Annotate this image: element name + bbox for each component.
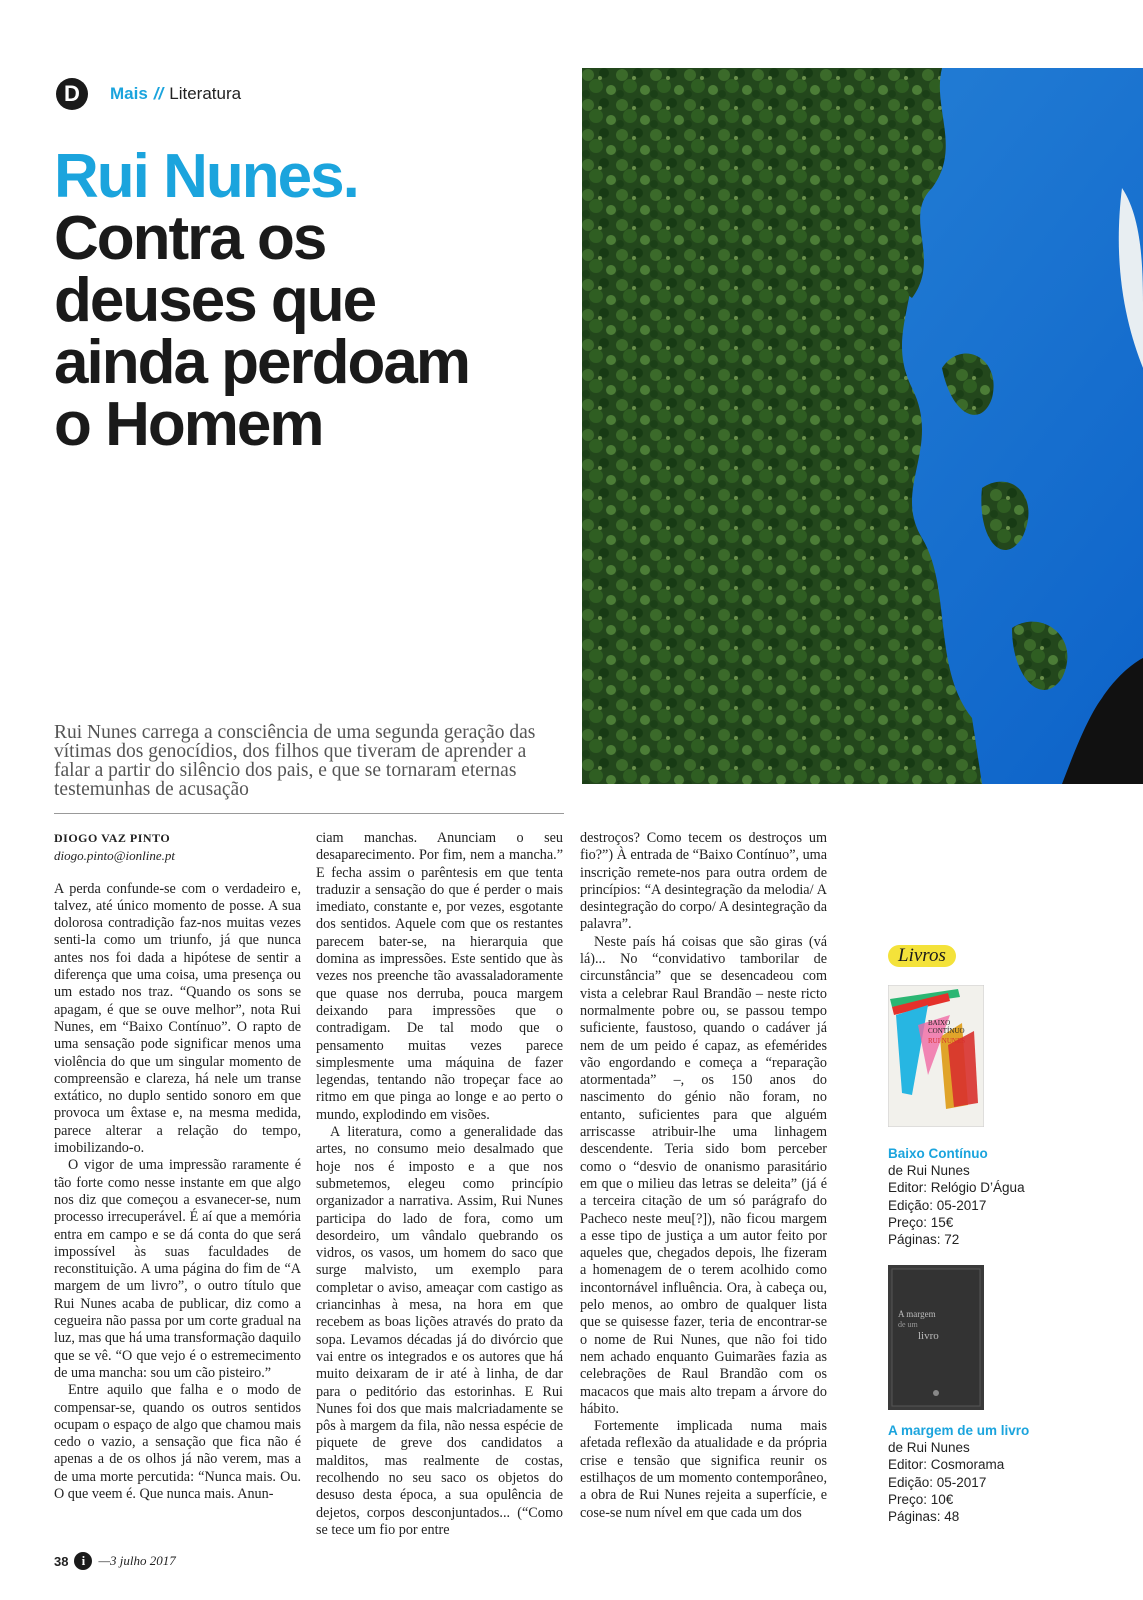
- lede: Rui Nunes carrega a consciência de uma segunda geração das vítimas dos genocídios, dos filhos que tiveram de aprender a falar a partir do silêncio dos pais, e que se tornaram eternas testemunhas de acusação: [54, 722, 536, 800]
- article-photo: [582, 68, 1143, 784]
- byline-email[interactable]: diogo.pinto@ionline.pt: [54, 848, 176, 864]
- headline-line-4: o Homem: [54, 390, 323, 459]
- headline-line-3: ainda perdoam: [54, 328, 469, 397]
- page-footer: [54, 1552, 176, 1570]
- paragraph: Entre aquilo que falha e o modo de compensar-se, quando os outros sentidos ocupam o espaço de algo que chamou mais cedo o vazio, a sensação que fica não é apenas a de os olhos já não verem, mas a de uma morte percutida: “Nunca mais. Ou. O que veem é. Que nunca mais. Anun-: [54, 1382, 301, 1502]
- paragraph: O vigor de uma impressão raramente é tão forte como nesse instante em que algo nos diz que começou a esvanecer-se, num processo irrecuperável. É aí que a memória entra em campo e se dá conta do que será impossível às suas faculdades de reconstituição. A uma página do fim de “A margem de um livro”, o outro título que Rui Nunes acaba de publicar, diz como a cegueira não passa por um corte gradual na luz, mas que há uma transformação daquilo que se vê. “O que vejo é o estremecimento de uma mancha: sou um cão pisteiro.”: [54, 1157, 302, 1381]
- section-separator: //: [153, 84, 164, 103]
- section-category[interactable]: Literatura: [169, 84, 242, 103]
- book-editor: Editor: Relógio D’Água: [888, 1180, 1025, 1196]
- book-price: Preço: 15€: [888, 1214, 954, 1230]
- book-pages: Páginas: 48: [888, 1509, 960, 1525]
- headline-name: Rui Nunes.: [54, 142, 358, 211]
- book-title[interactable]: A margem de um livro: [888, 1423, 1030, 1438]
- paragraph: Fortemente implicada numa mais afetada reflexão da atualidade e da própria crise e tensão que significa reunir os estilhaços de um momento contemporâneo, a obra de Rui Nunes rejeita a superfície, e cose-se num nível em que cada um dos: [580, 1418, 827, 1521]
- paragraph: A literatura, como a generalidade das artes, no consumo meio desalmado que hoje nos é imposto e a que nos submetemos, elegeu como princípio organizador a narrativa. Assim, Rui Nunes participa do lado de fora, como um desordeiro, um vândalo quebrando os vidros, os vasos, um homem do saco que surge malvisto, um exemplo para completar o aviso, ameaçar com castigo as criancinhas à mesa, na hora em que recebem as boas lições através do prato da sopa. Levamos décadas já do divórcio que vai entre os integrados e os autores que há muito deixaram de ir até à linha, de dar para o peditório das estorinhas. E Rui Nunes foi dos que mais malcriadamente se pôs à margem da fila, não nessa espécie de piquete de greve dos candidatos a malditos, mas realmente de costas, recolhendo no seu saco os objetos do desuso desta época, a sua opulência de dejetos, corpos desconjuntados... (“Como se tece um fio por entre: [316, 1124, 563, 1538]
- book-title[interactable]: Baixo Contínuo: [888, 1146, 988, 1161]
- paragraph: destroços? Como tecem os destroços um fio?”) À entrada de “Baixo Contínuo”, uma inscrição remete-nos para outra ordem de princípios: “A desintegração da melodia/ A desintegração do corpo/ A desintegração da palavra”.: [580, 830, 828, 933]
- book-editor: Editor: Cosmorama: [888, 1457, 1005, 1473]
- book1-cover-author: RUI NUNES: [928, 1037, 966, 1045]
- book-cover-baixo-continuo[interactable]: [888, 985, 984, 1127]
- book-info-2: [888, 1422, 1108, 1525]
- byline-name: DIOGO VAZ PINTO: [54, 831, 171, 845]
- book-author: de Rui Nunes: [888, 1163, 970, 1179]
- book-pages: Páginas: 72: [888, 1232, 960, 1248]
- book2-cover-title-1: A margem: [898, 1309, 936, 1319]
- book-edition: Edição: 05-2017: [888, 1474, 987, 1490]
- i-logo: i: [74, 1552, 92, 1570]
- livros-tag: Livros: [888, 945, 956, 967]
- body-column-3: [580, 830, 827, 1522]
- section-mais[interactable]: Mais: [110, 84, 148, 103]
- book-author: de Rui Nunes: [888, 1440, 970, 1456]
- book-cover-a-margem-de-um-livro[interactable]: [888, 1265, 984, 1410]
- issue-date: —3 julho 2017: [98, 1553, 176, 1568]
- paragraph: Neste país há coisas que são giras (vá lá)... No “convidativo tamborilar de circunstância” que se desencadeou com vista a celebrar Raul Brandão – neste ricto normalmente pobre ou, se passou tempo suficiente, faustoso, quando o cadáver já nem de um peido é capaz, as efemérides vão engordando e começa a “reparação atormentada” –, os 150 anos do nascimento do génio não foram, no entanto, suficientes para que alguém arriscasse atribuir-lhe uma linhagem descendente. Teria sido bom perceber como o “desvio de onanismo parasitário em que o milieu das letras se deleita” (já é a terceira citação de um só parágrafo do Pacheco neste meu[?]), não ficou margem a esse tipo de justiça a um autor feito por aqueles que, chegados depois, lhe fizeram a homenagem de o terem acolhido como incontornável influência. Ora, à cabeça ou, pelo menos, ao ombro de qualquer lista que se quisesse fazer, teria de encontrar-se o nome de Rui Nunes, que não foi tido nem achado enquanto Guimarães fazia as celebrações de Raul Brandão com os macacos que mais alto trepam a árvore do hábito.: [580, 933, 827, 1417]
- paragraph: ciam manchas. Anunciam o seu desaparecimento. Por fim, nem a mancha.” E fecha assim o parêntesis em que tenta traduzir a sensação do que é perder o mais imediato, constante e, por vezes, esgotante dos sentidos. Aquele com que os restantes parecem bater-se, na hierarquia que domina as impressões. Este sentido que às vezes nos preenche tão avassaladoramente que quase nos derruba, pouca margem deixando para impressões que o contradigam. De tal modo que o pensamento muitas vezes parece simplesmente uma máquina de fazer legendas, tentando não tropeçar face ao ritmo em que pinga ao longe e ao perto o mundo, explodindo em visões.: [316, 830, 563, 1123]
- headline-line-2: deuses que: [54, 266, 376, 335]
- book2-cover-title-3: livro: [918, 1330, 939, 1342]
- book2-cover-title-2: de um: [898, 1320, 918, 1329]
- section-header: [56, 78, 241, 110]
- divider: [54, 813, 564, 814]
- body-column-1: [54, 830, 301, 1503]
- page-number: 38: [54, 1553, 69, 1569]
- book-price: Preço: 10€: [888, 1491, 954, 1507]
- book-info-1: [888, 1145, 1108, 1248]
- headline: [54, 142, 554, 459]
- book-edition: Edição: 05-2017: [888, 1197, 987, 1213]
- paragraph: A perda confunde-se com o verdadeiro e, talvez, até único momento de posse. A sua dolorosa contradição faz-nos muitas vezes senti-la como um triunfo, já que nunca antes nos foi dada a hipótese de sentir a diferença que uma coisa, uma presença ou um estado nos traz. “Quando os sons se apagam, é que se ouve melhor”, nota Rui Nunes, em “Baixo Contínuo”. O rapto de uma sensação pode significar menos uma violência do que um singular momento de compreensão e clareza, há nele um transe extático, no duplo sentido sonoro em que provoca um êxtase e, na mesma medida, parece alterar a relação do tempo, imobilizando-o.: [54, 880, 301, 1157]
- body-column-2: [316, 830, 563, 1539]
- book1-cover-title-1: BAIXO: [928, 1019, 951, 1027]
- book1-cover-title-2: CONTÍNUO: [928, 1027, 965, 1035]
- headline-line-1: Contra os: [54, 204, 326, 273]
- d-logo: D: [56, 78, 88, 110]
- books-sidebar: [888, 945, 1088, 967]
